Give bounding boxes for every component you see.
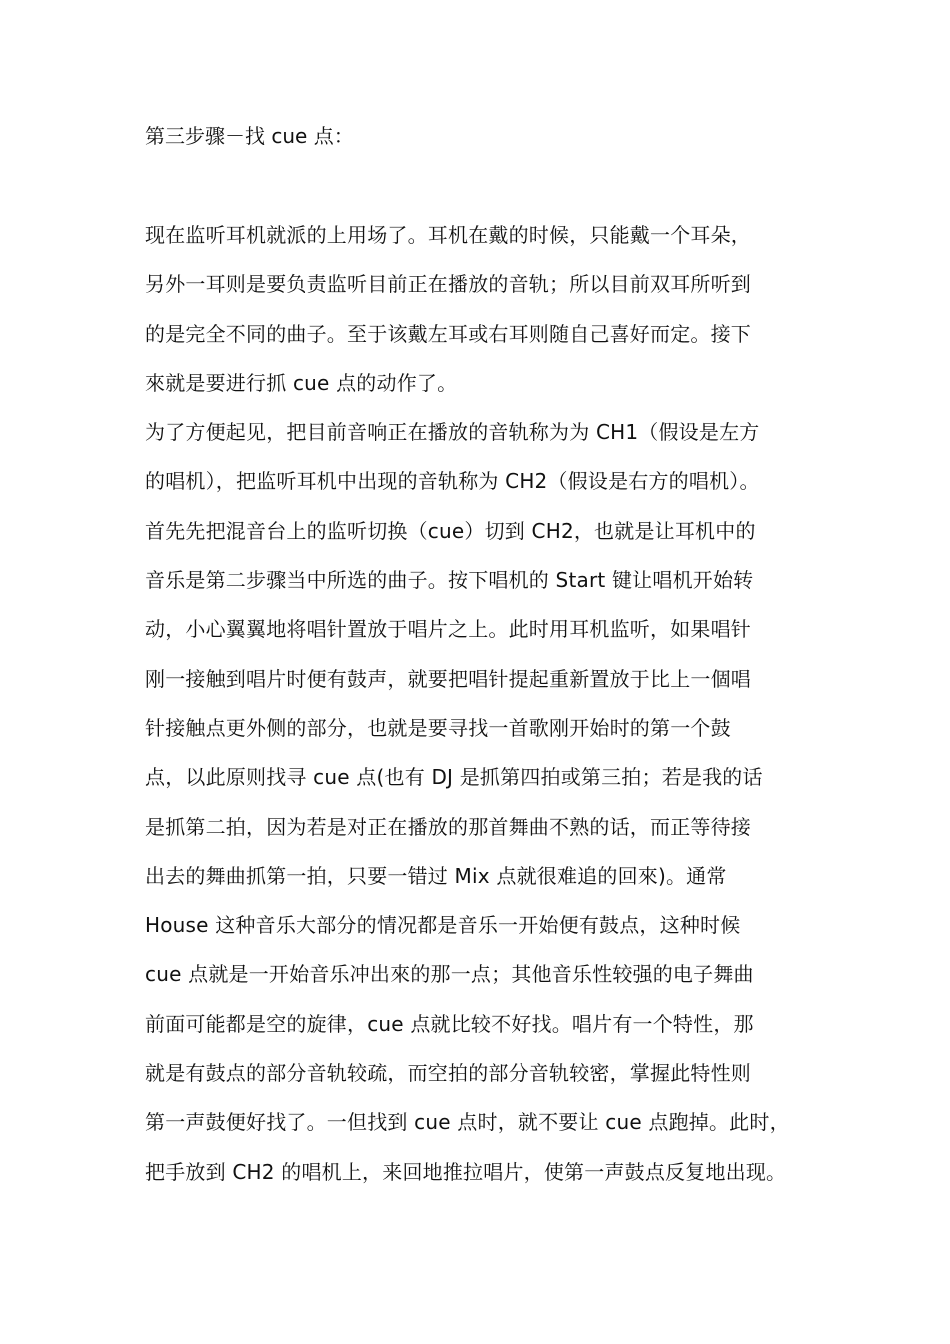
text-line: 是抓第二拍，因为若是对正在播放的那首舞曲不熟的话，而正等待接: [145, 814, 751, 839]
text-line: 现在监听耳机就派的上用场了。耳机在戴的时候，只能戴一个耳朵，: [145, 223, 751, 247]
text-line: 针接触点更外侧的部分，也就是要寻找一首歌刚开始时的第一个鼓: [145, 715, 731, 740]
text-line: 的唱机），把监听耳机中出现的音轨称为 CH2（假设是右方的唱机）。: [145, 469, 760, 494]
text-line: 的是完全不同的曲子。至于该戴左耳或右耳则随自己喜好而定。接下: [145, 321, 751, 346]
text-line: 另外一耳则是要负责监听目前正在播放的音轨；所以目前双耳所听到: [145, 272, 751, 297]
text-line: 就是有鼓点的部分音轨较疏，而空拍的部分音轨较密，掌握此特性则: [145, 1061, 751, 1086]
text-line: 为了方便起见，把目前音响正在播放的音轨称为为 CH1（假设是左方: [145, 420, 760, 445]
text-line: 第一声鼓便好找了。一但找到 cue 点时，就不要让 cue 点跑掉。此时，: [145, 1110, 790, 1135]
text-line: 首先先把混音台上的监听切换（cue）切到 CH2，也就是让耳机中的: [145, 518, 756, 543]
section-heading: 第三步骤－找 cue 点：: [145, 124, 354, 148]
text-line: 前面可能都是空的旋律，cue 点就比较不好找。唱片有一个特性，那: [145, 1011, 754, 1036]
text-line: 点，以此原则找寻 cue 点(也有 DJ 是抓第四拍或第三拍；若是我的话: [145, 765, 763, 790]
text-line: House 这种音乐大部分的情况都是音乐一开始便有鼓点，这种时候: [145, 913, 741, 938]
text-line: 音乐是第二步骤当中所选的曲子。按下唱机的 Start 键让唱机开始转: [145, 568, 754, 593]
text-line: cue 点就是一开始音乐冲出來的那一点；其他音乐性较强的电子舞曲: [145, 962, 754, 987]
text-line: 把手放到 CH2 的唱机上，来回地推拉唱片，使第一声鼓点反复地出现。: [145, 1159, 787, 1184]
body-text: [145, 215, 810, 1201]
text-line: 刚一接触到唱片时便有鼓声，就要把唱针提起重新置放于比上一個唱: [145, 666, 751, 691]
text-line: 來就是要进行抓 cue 点的动作了。: [145, 370, 458, 395]
text-line: 动，小心翼翼地将唱针置放于唱片之上。此时用耳机监听，如果唱针: [145, 617, 751, 642]
text-line: 出去的舞曲抓第一拍，只要一错过 Mix 点就很难追的回來)。通常: [145, 863, 727, 888]
